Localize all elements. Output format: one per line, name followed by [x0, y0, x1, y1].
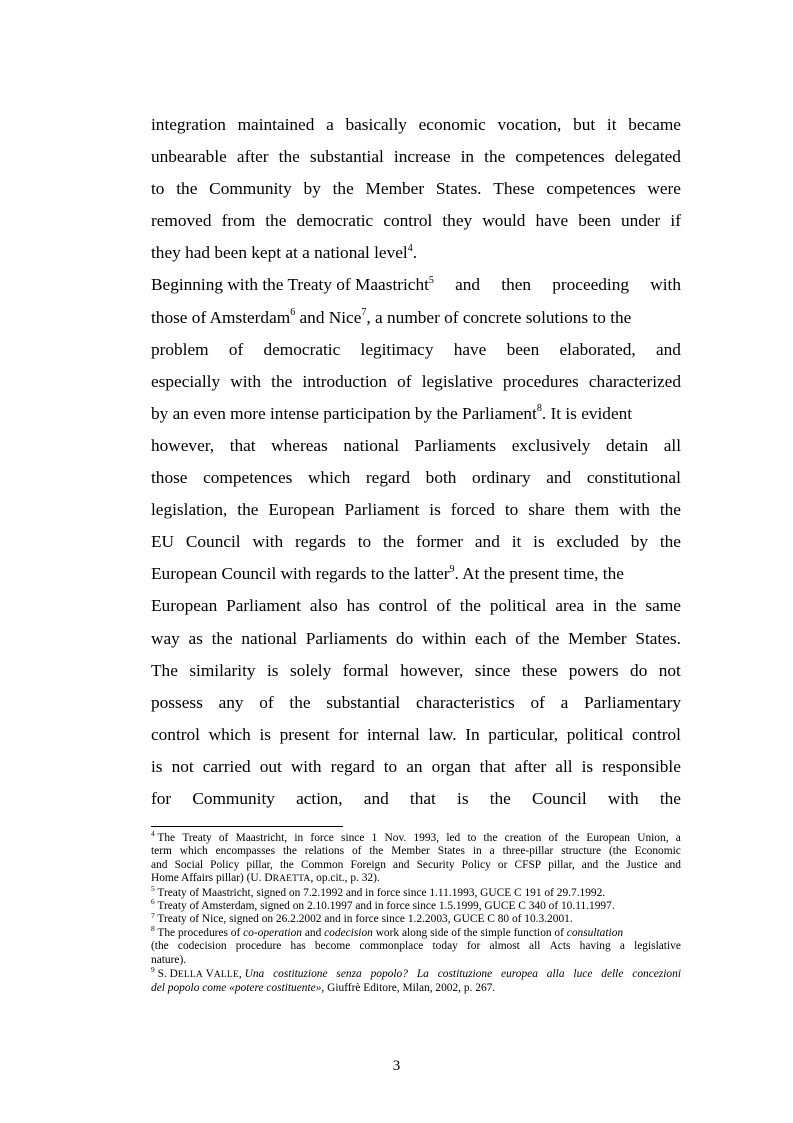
word: of: [218, 832, 229, 844]
word: is: [429, 500, 441, 520]
word: which: [308, 468, 351, 488]
word: of: [436, 596, 451, 616]
word: with: [252, 532, 284, 552]
word: commonplace: [359, 940, 424, 953]
word: Council: [185, 532, 241, 552]
word: (the: [608, 845, 627, 858]
word: particular,: [488, 724, 559, 744]
word: legislative: [421, 371, 493, 391]
word: would: [482, 211, 526, 231]
word: EU: [151, 532, 175, 552]
word: characterized: [588, 371, 681, 391]
text-line: [151, 623, 681, 655]
word: substantial: [309, 147, 384, 167]
word: by: [630, 532, 649, 552]
text-line: [151, 205, 681, 237]
word: Maastricht,: [235, 832, 288, 844]
word: within: [422, 628, 467, 648]
text-line: [151, 687, 681, 719]
word: Economic: [634, 845, 681, 858]
word: however,: [151, 435, 215, 455]
text-line: [151, 751, 681, 783]
word: control: [383, 211, 433, 231]
word: powers: [568, 660, 619, 680]
word: Union,: [637, 832, 669, 844]
word: political: [566, 724, 624, 744]
text-line: [151, 109, 681, 141]
text-line: [151, 590, 681, 622]
footnote-line: nature).: [151, 953, 187, 966]
word: concezioni: [632, 968, 681, 981]
word: characteristics: [415, 692, 515, 712]
word: became: [628, 115, 681, 134]
word: which: [208, 724, 251, 744]
word: control: [632, 724, 681, 744]
word: introduction: [302, 371, 387, 391]
footnote-7: $^7$ Treaty of Nice, signed on 26.2.2002 and in force since 1.2.2003, GUCE C 80 of 10.3.2001.: [151, 910, 573, 926]
word: the: [605, 858, 620, 871]
word: substantial: [326, 692, 401, 712]
word: Community: [209, 179, 292, 199]
word: to: [357, 532, 372, 552]
word: removed: [151, 211, 212, 231]
word: Community: [192, 788, 275, 808]
word: the: [279, 858, 294, 871]
word: having: [579, 940, 611, 953]
footnote-line: $^8$ The procedures of co-operation and codecision work along side of the simple function of consultation: [151, 924, 624, 939]
word: the: [659, 532, 681, 552]
word: it: [606, 115, 617, 134]
word: of: [351, 845, 362, 858]
word: internal: [366, 724, 420, 744]
word: led: [446, 832, 461, 844]
page-number: 3: [392, 1058, 401, 1074]
word: each: [474, 628, 507, 648]
footnote-line: [151, 845, 681, 858]
text-line: [151, 783, 681, 815]
word: law.: [428, 724, 457, 744]
word: were: [647, 179, 681, 199]
word: ordinary: [472, 468, 531, 488]
word: the: [332, 179, 354, 199]
word: 1993,: [413, 832, 440, 844]
word: and: [393, 858, 410, 871]
footnote-ref-4: 4: [407, 242, 413, 254]
word: competences: [546, 179, 636, 199]
word: in: [294, 832, 304, 844]
word: is: [581, 756, 594, 776]
word: luce: [573, 968, 593, 981]
word: The: [151, 660, 178, 680]
footnote-line: [151, 940, 681, 953]
word: Council: [532, 788, 587, 808]
word: Acts: [549, 940, 571, 953]
footnote-6: $^6$ Treaty of Amsterdam, signed on 2.10.1997 and in force since 1.5.1999, GUCE C 340 of 10.11.1997.: [151, 897, 615, 913]
word: In: [465, 724, 480, 744]
footnote-4: [151, 829, 681, 887]
word: the: [484, 147, 506, 167]
word: also: [309, 596, 338, 616]
word: to: [504, 500, 519, 520]
word: maintained: [237, 115, 315, 134]
word: if: [670, 211, 681, 231]
word: Parliament: [226, 596, 301, 616]
word: competences: [515, 147, 605, 167]
word: increase: [393, 147, 451, 167]
word: them: [574, 500, 610, 520]
text-line: [151, 334, 681, 366]
word: all: [555, 756, 573, 776]
word: of: [515, 628, 530, 648]
word: States.: [435, 179, 482, 199]
word: La: [416, 968, 429, 981]
word: States: [437, 845, 465, 858]
footnote-line: [151, 859, 681, 872]
word: a: [489, 845, 495, 858]
word: after: [236, 147, 269, 167]
word: been: [506, 339, 540, 359]
word: with: [230, 371, 261, 391]
word: become: [314, 940, 351, 953]
word: the: [459, 596, 481, 616]
word: formal: [342, 660, 389, 680]
word: the: [565, 832, 580, 844]
word: and: [474, 532, 500, 552]
word: regard: [365, 468, 411, 488]
word: solely: [289, 660, 332, 680]
word: the: [278, 147, 300, 167]
word: forced: [450, 500, 495, 520]
word: with: [607, 788, 639, 808]
word: term: [151, 845, 172, 858]
word: the: [176, 179, 198, 199]
word: of: [228, 339, 244, 359]
word: that: [479, 756, 506, 776]
word: a: [326, 115, 334, 134]
word: from: [221, 211, 256, 231]
word: europea: [501, 968, 538, 981]
word: costituzione: [273, 968, 328, 981]
text-line: European Council with regards to the latter$^9$. At the present time, the: [151, 563, 624, 584]
word: it: [511, 532, 522, 552]
footnote-line: Home Affairs pillar) (U. DRAETTA, op.cit., p. 32).: [151, 872, 380, 885]
word: of: [548, 832, 559, 844]
word: the: [265, 211, 287, 231]
word: democratic: [296, 211, 374, 231]
word: Common: [300, 858, 344, 871]
word: way: [151, 628, 180, 648]
word: any: [218, 692, 244, 712]
text-line: those of Amsterdam$^6$ and Nice$^7$, a number of concrete solutions to the: [151, 306, 632, 327]
footnote-ref-6: 6: [290, 306, 296, 318]
footnote-9: [151, 965, 681, 996]
word: Member: [568, 628, 627, 648]
word: These: [493, 179, 535, 199]
footnote-ref-9: 9: [449, 563, 455, 575]
word: and: [546, 468, 572, 488]
word: three-pillar: [502, 845, 554, 858]
word: constitutional: [586, 468, 681, 488]
word: a: [619, 940, 625, 953]
word: unbearable: [151, 147, 227, 167]
word: control: [378, 596, 428, 616]
word: both: [425, 468, 457, 488]
word: after: [514, 756, 547, 776]
word: senza: [336, 968, 362, 981]
word: not: [658, 660, 681, 680]
word: alla: [546, 968, 565, 981]
word: the: [538, 628, 560, 648]
word: is: [259, 724, 271, 744]
footnote-ref-8: 8: [536, 403, 542, 415]
word: today: [432, 940, 458, 953]
word: similarity: [189, 660, 256, 680]
footnotes: [151, 829, 681, 996]
word: do: [630, 660, 648, 680]
word: delle: [601, 968, 624, 981]
footnote-separator: [151, 826, 343, 827]
word: for: [151, 788, 172, 808]
word: elaborated,: [559, 339, 636, 359]
word: is: [457, 788, 469, 808]
word: European: [151, 596, 218, 616]
word: and: [581, 858, 599, 871]
word: an: [406, 756, 423, 776]
word: of: [259, 692, 274, 712]
text-line: [151, 430, 681, 462]
word: legislation,: [151, 500, 228, 520]
word: possess: [151, 692, 203, 712]
word: control: [151, 724, 200, 744]
word: national: [241, 628, 298, 648]
word: or: [497, 858, 508, 871]
word: all: [663, 435, 681, 455]
word: all: [529, 940, 541, 953]
word: European: [268, 500, 335, 520]
word: of: [397, 371, 412, 391]
word: codecision: [177, 940, 227, 953]
word: same: [645, 596, 681, 616]
word: a: [675, 832, 681, 844]
word: the: [211, 628, 233, 648]
word: and: [656, 339, 681, 359]
footnote-line: del popolo come «potere costituente», Giuffrè Editore, Milan, 2002, p. 267.: [151, 982, 496, 995]
word: the: [369, 845, 384, 858]
word: they: [442, 211, 473, 231]
word: especially: [151, 371, 221, 391]
word: Member: [391, 845, 430, 858]
text-line: [151, 719, 681, 751]
word: a: [560, 692, 569, 712]
word: costituzione: [437, 968, 493, 981]
word: not: [171, 756, 194, 776]
word: by: [303, 179, 321, 199]
word: (the: [151, 940, 169, 953]
footnote-8: [151, 924, 681, 967]
text-line: [151, 494, 681, 526]
word: almost: [489, 940, 520, 953]
word: the: [483, 832, 498, 844]
word: vocation,: [497, 115, 562, 134]
word: have: [535, 211, 569, 231]
word: former: [416, 532, 464, 552]
word: creation: [504, 832, 542, 844]
word: in: [472, 845, 482, 858]
word: action,: [296, 788, 343, 808]
word: with: [619, 500, 650, 520]
word: pillar,: [246, 858, 273, 871]
word: basically: [345, 115, 407, 134]
word: the: [615, 596, 637, 616]
word: whereas: [271, 435, 328, 455]
word: national: [343, 435, 399, 455]
text-line: Beginning with the Treaty of Maastricht$^5$ and then proceeding with: [151, 274, 681, 295]
word: Parliament: [344, 500, 420, 520]
word: CFSP: [514, 858, 542, 871]
footnote-5: $^5$ Treaty of Maastricht, signed on 7.2.1992 and in force since 1.11.1993, GUCE C 191 of 29.7.1992.: [151, 883, 606, 899]
word: 1: [371, 832, 378, 844]
word: integration: [151, 115, 226, 134]
word: share: [528, 500, 565, 520]
word: to: [151, 179, 165, 199]
word: legitimacy: [360, 339, 434, 359]
word: exclusively: [511, 435, 591, 455]
word: and: [363, 788, 389, 808]
word: is: [533, 532, 545, 552]
word: of: [530, 692, 545, 712]
word: to: [467, 832, 477, 844]
word: procedure: [235, 940, 282, 953]
word: do: [396, 628, 414, 648]
word: legislative: [634, 940, 681, 953]
word: excluded: [556, 532, 619, 552]
word: Social: [174, 858, 204, 871]
word: Justice: [626, 858, 658, 871]
text-line: [151, 655, 681, 687]
word: Parliaments: [305, 628, 388, 648]
text-line: [151, 173, 681, 205]
word: is: [267, 660, 279, 680]
word: is: [151, 756, 163, 776]
word: encompasses: [215, 845, 276, 858]
word: political: [489, 596, 547, 616]
word: organ: [431, 756, 471, 776]
word: these: [521, 660, 558, 680]
word: force: [310, 832, 334, 844]
word: that: [229, 435, 256, 455]
word: as: [188, 628, 203, 648]
word: Policy: [461, 858, 491, 871]
word: Member: [365, 179, 425, 199]
footnote-ref-7: 7: [361, 306, 367, 318]
word: the: [271, 371, 293, 391]
word: Security: [416, 858, 455, 871]
word: to: [383, 756, 398, 776]
word: out: [259, 756, 282, 776]
word: responsible: [602, 756, 681, 776]
word: has: [346, 596, 370, 616]
word: regard: [330, 756, 375, 776]
word: for: [338, 724, 359, 744]
word: popolo?: [370, 968, 408, 981]
word: however,: [400, 660, 464, 680]
word: but: [573, 115, 596, 134]
word: pillar,: [548, 858, 575, 871]
word: detain: [605, 435, 649, 455]
footnote-ref-5: 5: [428, 274, 434, 286]
word: area: [555, 596, 585, 616]
word: democratic: [263, 339, 341, 359]
word: the: [659, 500, 681, 520]
word: the: [659, 788, 681, 808]
word: the: [383, 532, 405, 552]
footnote-line: $^9$ S. DELLA VALLE, Una costituzione senza popolo? La costituzione europea alla luce delle concezioni: [151, 968, 681, 982]
word: in: [460, 147, 475, 167]
word: the: [289, 692, 311, 712]
word: structure: [561, 845, 602, 858]
word: and: [151, 858, 168, 871]
word: in: [593, 596, 607, 616]
word: since: [341, 832, 365, 844]
text-line: [151, 462, 681, 494]
word: Foreign: [350, 858, 386, 871]
word: which: [179, 845, 208, 858]
word: delegated: [614, 147, 681, 167]
word: since: [474, 660, 511, 680]
word: have: [453, 339, 487, 359]
word: the: [237, 500, 259, 520]
word: Policy: [210, 858, 240, 871]
body-text: [151, 109, 681, 815]
word: States.: [635, 628, 681, 648]
word: been: [578, 211, 611, 231]
word: the: [282, 845, 297, 858]
word: regards: [295, 532, 346, 552]
text-line: [151, 366, 681, 398]
word: has: [290, 940, 306, 953]
word: under: [620, 211, 661, 231]
word: procedures: [502, 371, 579, 391]
text-line: they had been kept at a national level$^4$.: [151, 242, 418, 263]
word: the: [489, 788, 511, 808]
word: Treaty: [182, 832, 212, 844]
word: relations: [304, 845, 345, 858]
word: economic: [418, 115, 486, 134]
word: present: [279, 724, 330, 744]
word: Nov.: [384, 832, 407, 844]
word: carried: [202, 756, 251, 776]
word: that: [409, 788, 436, 808]
word: with: [290, 756, 322, 776]
text-line: [151, 141, 681, 173]
footnote-line: $^4$ The Treaty of Maastricht, in force since 1 Nov. 1993, led to the creation of the European Union, a: [151, 829, 681, 844]
word: those: [151, 468, 188, 488]
word: for: [467, 940, 481, 953]
word: Parliaments: [414, 435, 497, 455]
word: and: [664, 858, 681, 871]
text-line: by an even more intense participation by the Parliament$^8$. It is evident: [151, 403, 633, 423]
word: European: [586, 832, 631, 844]
word: problem: [151, 339, 209, 359]
word: competences: [203, 468, 293, 488]
text-line: [151, 526, 681, 558]
word: Parliamentary: [584, 692, 681, 712]
